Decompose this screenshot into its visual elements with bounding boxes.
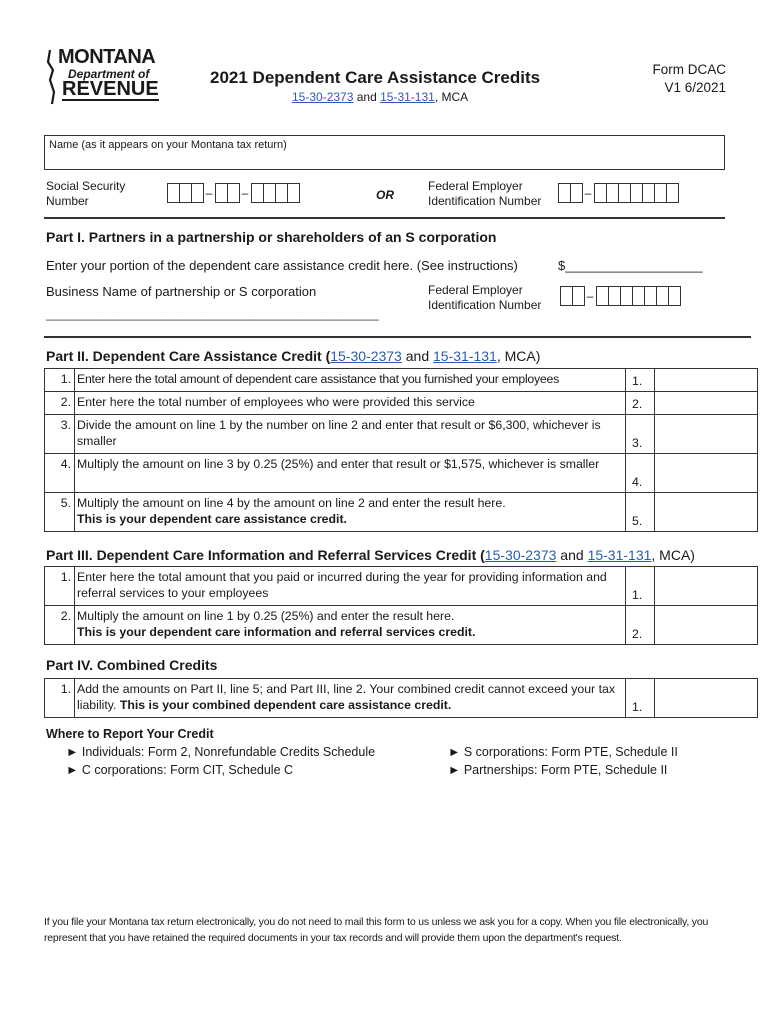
where-title: Where to Report Your Credit — [46, 727, 214, 741]
form-citation — [292, 90, 468, 104]
part2-line4-amount[interactable] — [655, 454, 758, 493]
part1-title: Part I. Partners in a partnership or shareholders of an S corporation — [46, 229, 497, 245]
part1-fein-input[interactable]: – — [560, 286, 680, 306]
list-item: ► Partnerships: Form PTE, Schedule II — [448, 763, 668, 777]
logo-line-2: Department of — [68, 67, 150, 81]
taxpayer-name-field[interactable] — [44, 135, 725, 170]
table-row: 1. Add the amounts on Part II, line 5; and Part III, line 2. Your combined credit cannot exceed your tax liability. This is your combined dependent care assistance credit. 1. — [45, 679, 758, 718]
citation-link-1[interactable]: 15-30-2373 — [292, 90, 354, 104]
divider — [44, 217, 725, 219]
form-title: 2021 Dependent Care Assistance Credits — [210, 68, 541, 87]
part4-line1-amount[interactable] — [655, 679, 758, 718]
table-row: 4. Multiply the amount on line 3 by 0.25 (25%) and enter that result or $1,575, whichever is smaller 4. — [45, 454, 758, 493]
table-row: 2. Enter here the total number of employees who were provided this service 2. — [45, 392, 758, 415]
part3-cite-link-2[interactable]: 15-31-131 — [587, 547, 652, 563]
citation-suffix: , MCA — [434, 90, 469, 104]
part2-line2-amount[interactable] — [655, 392, 758, 415]
where-list-right — [448, 743, 678, 779]
part3-title: Part III. Dependent Care Information and Referral Services Credit (15-30-2373 and 15-31-131, MCA) — [46, 547, 695, 563]
montana-dor-logo — [44, 46, 162, 108]
footer-note: If you file your Montana tax return electronically, you do not need to mail this form to us unless we ask you for a copy. When you file electronically, you represent that you have retained the required documents in your tax records and will provide them upon the department's request. — [44, 916, 709, 944]
name-label: Name (as it appears on your Montana tax return) — [49, 139, 287, 151]
part3-line1-amount[interactable] — [655, 567, 758, 606]
form-version: V1 6/2021 — [664, 80, 726, 95]
part4-table — [44, 678, 758, 718]
where-list-left — [66, 743, 375, 779]
part1-fein-label: Federal Employer Identification Number — [428, 283, 542, 312]
business-name-field[interactable]: ______________________________________________ — [46, 306, 379, 321]
citation-and: and — [356, 90, 377, 104]
ssn-input[interactable]: – – — [167, 183, 299, 203]
divider — [44, 336, 751, 338]
business-name-label: Business Name of partnership or S corporation — [46, 284, 317, 299]
part4-title: Part IV. Combined Credits — [46, 657, 218, 673]
part2-line1-amount[interactable] — [655, 369, 758, 392]
ssn-label: Social Security Number — [46, 179, 126, 208]
part3-cite-link-1[interactable]: 15-30-2373 — [484, 547, 557, 563]
part2-line3-amount[interactable] — [655, 415, 758, 454]
list-item: ► C corporations: Form CIT, Schedule C — [66, 763, 294, 777]
list-item: ► S corporations: Form PTE, Schedule II — [448, 745, 678, 759]
logo-line-1: MONTANA — [58, 46, 156, 68]
part1-portion-text: Enter your portion of the dependent care assistance credit here. (See instructions) — [46, 258, 518, 273]
logo-line-3: REVENUE — [62, 78, 159, 100]
citation-link-2[interactable]: 15-31-131 — [380, 90, 435, 104]
form-identifier — [650, 61, 726, 97]
table-row: 1. Enter here the total amount that you paid or incurred during the year for providing information and referral services to your employees 1. — [45, 567, 758, 606]
part2-cite-link-1[interactable]: 15-30-2373 — [330, 348, 402, 364]
fein-input[interactable]: – — [558, 183, 678, 203]
list-item: ► Individuals: Form 2, Nonrefundable Credits Schedule — [66, 745, 376, 759]
part2-line5-amount[interactable] — [655, 493, 758, 532]
table-row: 3. Divide the amount on line 1 by the number on line 2 and enter that result or $6,300, whichever is smaller 3. — [45, 415, 758, 454]
fein-label: Federal Employer Identification Number — [428, 179, 542, 208]
part3-line2-amount[interactable] — [655, 606, 758, 645]
or-label: OR — [376, 188, 394, 202]
part3-table — [44, 566, 758, 645]
table-row: 2. Multiply the amount on line 1 by 0.25 (25%) and enter the result here. This is your dependent care information and referral services credit. 2. — [45, 606, 758, 645]
form-name: Form DCAC — [652, 62, 726, 77]
part2-title: Part II. Dependent Care Assistance Credit (15-30-2373 and 15-31-131, MCA) — [46, 348, 541, 364]
table-row: 1. Enter here the total amount of dependent care assistance that you furnished your employees 1. — [45, 369, 758, 392]
part2-table — [44, 368, 758, 532]
table-row: 5. Multiply the amount on line 4 by the amount on line 2 and enter the result here. This is your dependent care assistance credit. 5. — [45, 493, 758, 532]
part1-portion-field[interactable]: $___________________ — [558, 258, 703, 273]
part2-cite-link-2[interactable]: 15-31-131 — [433, 348, 497, 364]
